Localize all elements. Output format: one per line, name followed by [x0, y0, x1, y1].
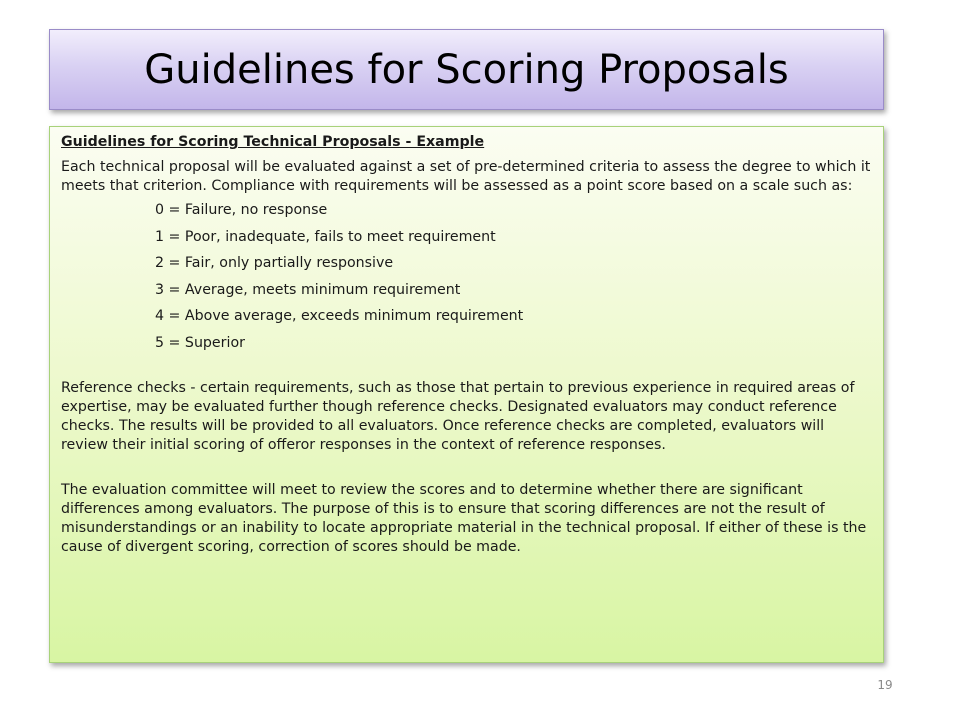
scale-item: 4 = Above average, exceeds minimum requirement — [155, 308, 524, 324]
slide-title: Guidelines for Scoring Proposals — [144, 46, 789, 93]
scale-item: 5 = Superior — [155, 334, 245, 351]
scale-item: 2 = Fair, only partially responsive — [155, 255, 394, 271]
section-heading: Guidelines for Scoring Technical Proposals - Example — [61, 134, 485, 150]
title-box — [49, 29, 884, 110]
page-number: 19 — [877, 678, 893, 692]
committee-paragraph: The evaluation committee will meet to review the scores and to determine whether there are significant differences among evaluators. The purpose of this is to ensure that scoring differences are not the result of misunderstandings or an inability to locate appropriate material in the technical proposal. If either of these is the cause of divergent scoring, correction of scores should be made. — [61, 481, 867, 555]
reference-checks-paragraph: Reference checks - certain requirements, such as those that pertain to previous experience in required areas of expertise, may be evaluated further though reference checks. Designated evaluators may conduct reference checks. The results will be provided to all evaluators. Once reference checks are completed, evaluators will review their initial scoring of offeror responses in the context of reference responses. — [61, 379, 855, 453]
scoring-scale-list — [61, 201, 871, 353]
scale-item: 0 = Failure, no response — [155, 202, 328, 218]
content-box — [49, 126, 884, 663]
intro-paragraph: Each technical proposal will be evaluated against a set of pre-determined criteria to assess the degree to which it meets that criterion. Compliance with requirements will be assessed as a point score based on a scale such as: — [61, 159, 871, 194]
scale-item: 3 = Average, meets minimum requirement — [155, 281, 461, 298]
scale-item: 1 = Poor, inadequate, fails to meet requirement — [155, 228, 496, 245]
